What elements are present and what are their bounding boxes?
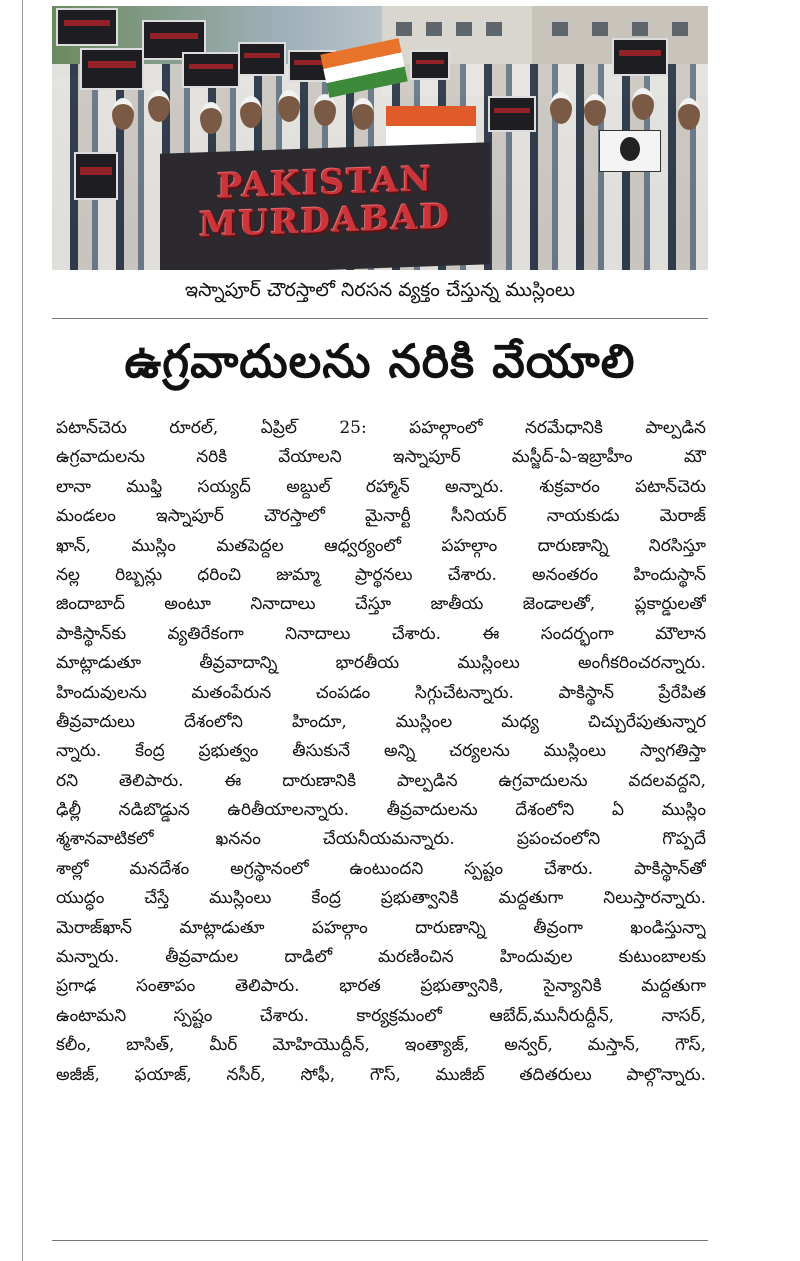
article-line: ఢిల్లీ నడిబొడ్డున ఉరితీయాలన్నారు. తీవ్రవాదులను దేశంలోని ఏ ముస్లిం	[56, 800, 706, 821]
article-line: జిందాబాద్ అంటూ నినాదాలు చేస్తూ జాతీయ జెండాలతో, ప్లకార్డులతో	[56, 594, 706, 615]
article-line: శ్మశానవాటికలో ఖననం చేయనీయమన్నారు. ప్రపంచంలోని గొప్పదే	[56, 829, 706, 850]
article-line: పటాన్‌చెరు రూరల్, ఏప్రిల్ 25: పహల్గాంలో నరమేధానికి పాల్పడిన	[56, 418, 706, 438]
placard-text-mark	[189, 64, 232, 70]
photo-person	[200, 102, 222, 134]
fist-icon	[620, 137, 640, 161]
article-line: మాట్లాడుతూ తీవ్రవాదాన్ని భారతీయ ముస్లింలు అంగీకరించరన్నారు.	[56, 653, 706, 674]
bottom-divider	[52, 1240, 708, 1241]
placard-text-mark	[150, 33, 198, 39]
photo-window	[552, 22, 568, 36]
article-line: రని తెలిపారు. ఈ దారుణానికి పాల్పడిన ఉగ్రవాదులను వదలవద్దని,	[56, 770, 706, 791]
placard-text-mark	[64, 20, 110, 26]
placard	[410, 50, 450, 80]
protest-photo	[52, 6, 708, 270]
photo-person	[278, 90, 300, 122]
photo-person	[632, 88, 654, 120]
article-line: మండలం ఇస్నాపూర్ చౌరస్తాలో మైనార్టీ సీనియర్ నాయకుడు మెరాజ్	[56, 506, 706, 527]
newspaper-clipping	[52, 6, 708, 1246]
article-line: ఉగ్రవాదులను నరికి వేయాలని ఇస్నాపూర్ మస్జీద్-ఏ-ఇబ్రాహీం మౌ	[56, 447, 706, 468]
photo-person	[678, 98, 700, 130]
fist-placard	[599, 130, 661, 172]
placard-text-mark	[80, 167, 112, 175]
placard	[80, 48, 144, 90]
photo-person	[584, 94, 606, 126]
placard	[488, 96, 536, 132]
placard-text-mark	[494, 108, 529, 114]
article-line: మెరాజ్‌ఖాన్ మాట్లాడుతూ పహల్గాం దారుణాన్ని తీవ్రంగా ఖండిస్తున్నా	[56, 917, 706, 938]
article-line: తీవ్రవాదులు దేశంలోని హిందూ, ముస్లింల మధ్య చిచ్చురేపుతున్నార	[56, 711, 706, 732]
article-line: అజీజ్, ఫయాజ్, నసీర్, సోఫీ, గౌస్, ముజీబ్ తదితరులు పాల్గొన్నారు.	[56, 1064, 706, 1085]
placard	[182, 52, 240, 88]
article-line: ప్రగాఢ సంతాపం తెలిపారు. భారత ప్రభుత్వానికి, సైన్యానికి మద్దతుగా	[56, 976, 706, 997]
placard-text-mark	[416, 60, 445, 65]
article-line: పాకిస్థాన్‌కు వ్యతిరేకంగా నినాదాలు చేశారు. ఈ సందర్భంగా మౌలాన	[56, 623, 706, 644]
photo-window	[672, 22, 688, 36]
article-line: న్నారు. కేంద్ర ప్రభుత్వం తీసుకునే అన్ని చర్యలను ముస్లింలు స్వాగతిస్తా	[56, 741, 706, 762]
banner-text: PAKISTAN MURDABAD	[198, 159, 451, 246]
article-line: శాల్లో మనదేశం అగ్రస్థానంలో ఉంటుందని స్పష్టం చేశారు. పాకిస్థాన్‌తో	[56, 858, 706, 879]
article-line: కలీం, బాసిత్, మీర్ మోహియొద్దీన్, ఇంత్యాజ్, అన్వర్, మస్తాన్, గౌస్,	[56, 1035, 706, 1056]
photo-person	[240, 96, 262, 128]
photo-person	[148, 90, 170, 122]
placard	[238, 42, 286, 76]
placard	[74, 152, 118, 200]
photo-person	[550, 92, 572, 124]
photo-window	[396, 22, 412, 36]
placard	[612, 38, 668, 76]
photo-caption: ఇస్నాపూర్ చౌరస్తాలో నిరసన వ్యక్తం చేస్తున్న ముస్లింలు	[185, 279, 575, 301]
placard-text-mark	[244, 53, 279, 58]
article-line: ఖాన్, ముస్లిం మతపెద్దల ఆధ్వర్యంలో పహల్గాం దారుణాన్ని నిరసిస్తూ	[56, 535, 706, 556]
placard-text-mark	[619, 50, 661, 56]
article-body	[56, 414, 706, 1090]
photo-person	[314, 94, 336, 126]
photo-person	[352, 98, 374, 130]
article-line: హిందువులను మతంపేరున చంపడం సిగ్గుచేటన్నారు. పాకిస్థాన్ ప్రేరేపిత	[56, 682, 706, 703]
article-line: యుద్ధం చేస్తే ముస్లింలు కేంద్ర ప్రభుత్వానికి మద్దతుగా నిలుస్తారన్నారు.	[56, 888, 706, 909]
photo-window	[632, 22, 648, 36]
photo-window	[486, 22, 502, 36]
photo-person	[112, 98, 134, 130]
headline: ఉగ్రవాదులను నరికి వేయాలి	[124, 334, 636, 388]
photo-window	[456, 22, 472, 36]
caption-divider	[52, 318, 708, 319]
photo-window	[426, 22, 442, 36]
protest-banner	[160, 142, 490, 270]
article-line: మన్నారు. తీవ్రవాదుల దాడిలో మరణించిన హిందువుల కుటుంబాలకు	[56, 947, 706, 968]
page-left-rule	[22, 0, 23, 1261]
article-line: నల్ల రిబ్బన్లు ధరించి జుమ్మా ప్రార్థనలు చేశారు. అనంతరం హిందుస్థాన్	[56, 564, 706, 585]
placard-text-mark	[88, 61, 136, 68]
flag	[386, 106, 476, 146]
placard	[56, 8, 118, 46]
article-line: లానా ముఫ్తి సయ్యద్ అబ్దుల్ రహ్మాన్ అన్నారు. శుక్రవారం పటాన్‌చెరు	[56, 476, 706, 497]
photo-window	[592, 22, 608, 36]
article-line: ఉంటామని స్పష్టం చేశారు. కార్యక్రమంలో ఆబేద్,మునీరుద్దీన్, నాసర్,	[56, 1005, 706, 1026]
